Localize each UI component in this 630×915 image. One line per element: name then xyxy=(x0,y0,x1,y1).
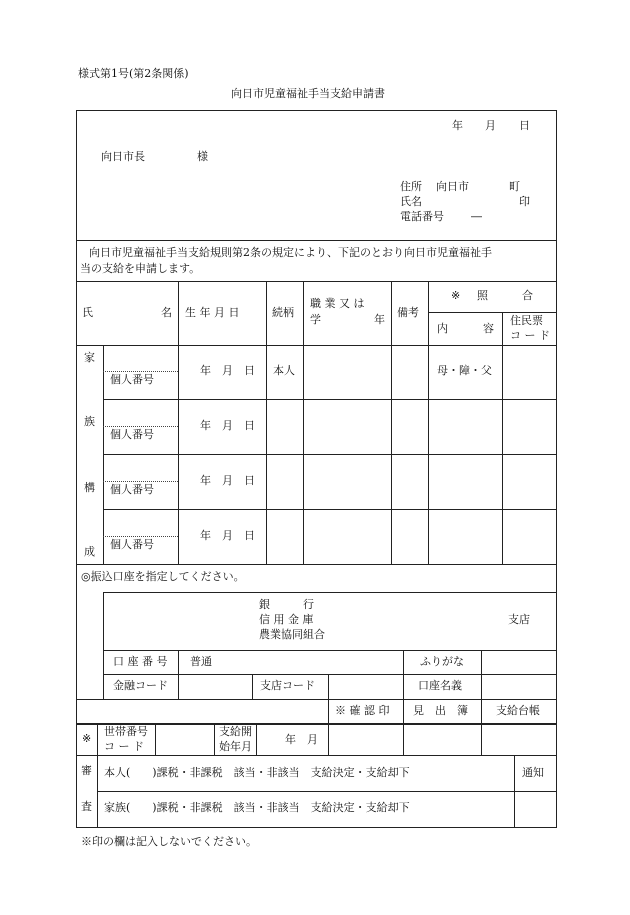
header-job-bottom-left: 学 xyxy=(310,313,321,326)
account-no-label: 口 座 番 号 xyxy=(113,655,168,668)
frame-top xyxy=(76,110,556,111)
date-month: 月 xyxy=(485,119,496,132)
row3-birth: 年 月 日 xyxy=(200,474,255,487)
header-content-b: 容 xyxy=(483,322,494,335)
ledger-label: 支給台帳 xyxy=(496,704,540,717)
header-remarks: 備考 xyxy=(397,306,419,319)
start-bottom: 始年月 xyxy=(219,740,252,753)
address-city: 向日市 xyxy=(436,180,469,193)
fin-code-label: 金融コード xyxy=(113,679,168,692)
row4-id-label: 個人番号 xyxy=(110,538,154,551)
header-job-top: 職 業 又 は xyxy=(310,297,365,310)
addressee-honorific: 様 xyxy=(197,150,208,163)
heading-label: 見 出 簿 xyxy=(413,704,468,717)
header-job-bottom-right: 年 xyxy=(374,313,385,326)
review-label-bottom: 査 xyxy=(81,800,92,813)
agri-label: 農業協同組合 xyxy=(259,628,325,641)
address-label: 住所 xyxy=(400,180,422,193)
side-label-4: 成 xyxy=(84,545,95,558)
side-label-1: 家 xyxy=(84,351,95,364)
header-check-mark: ※ xyxy=(451,289,461,302)
side-label-3: 構 xyxy=(84,481,95,494)
address-town: 町 xyxy=(509,180,520,193)
notify-label: 通知 xyxy=(522,766,544,779)
header-content-a: 内 xyxy=(437,322,448,335)
footer-note: ※印の欄は記入しないでください。 xyxy=(81,835,257,848)
statement-line-2: 当の支給を申請します。 xyxy=(80,262,201,275)
branch-label: 支店 xyxy=(508,613,530,626)
form-number: 様式第1号(第2条関係) xyxy=(78,67,189,80)
year-month: 年 月 xyxy=(285,733,318,746)
addressee-name: 向日市長 xyxy=(101,150,145,163)
row1-relation: 本人 xyxy=(273,364,295,377)
bank-note: ◎振込口座を指定してください。 xyxy=(81,570,245,583)
row1-birth: 年 月 日 xyxy=(200,364,255,377)
phone-dash: ― xyxy=(471,210,482,223)
page-title: 向日市児童福祉手当支給申請書 xyxy=(231,87,385,100)
header-resident-code-bottom: コ ー ド xyxy=(510,329,550,342)
row2-id-label: 個人番号 xyxy=(110,428,154,441)
frame-bottom xyxy=(76,827,557,828)
review-label-top: 審 xyxy=(81,764,92,777)
row2-birth: 年 月 日 xyxy=(200,419,255,432)
header-birth: 生 年 月 日 xyxy=(185,306,240,319)
frame-right xyxy=(556,110,557,827)
kana-label: ふりがな xyxy=(420,655,464,668)
side-label-2: 族 xyxy=(84,415,95,428)
statement-line-1: 向日市児童福祉手当支給規則第2条の規定により、下記のとおり向日市児童福祉手 xyxy=(89,246,492,259)
account-type: 普通 xyxy=(190,655,212,668)
office-mark: ※ xyxy=(82,732,92,745)
date-year: 年 xyxy=(452,119,463,132)
seal-mark: 印 xyxy=(519,195,530,208)
date-day: 日 xyxy=(519,119,530,132)
household-top: 世帯番号 xyxy=(104,725,148,738)
confirm-label: ※ 確 認 印 xyxy=(335,704,390,717)
phone-label: 電話番号 xyxy=(400,210,444,223)
row4-birth: 年 月 日 xyxy=(200,529,255,542)
bank-label: 銀 行 xyxy=(259,598,314,611)
row1-content: 母・障・父 xyxy=(437,364,492,377)
header-check-a: 照 xyxy=(477,289,488,302)
review-family-line: 家族( )課税・非課税 該当・非該当 支給決定・支給却下 xyxy=(104,801,410,814)
start-top: 支給開 xyxy=(219,725,252,738)
frame-left xyxy=(76,110,77,827)
header-name-left: 氏 xyxy=(82,306,93,319)
header-relation: 続柄 xyxy=(272,306,294,319)
header-resident-code-top: 住民票 xyxy=(510,314,543,327)
branch-code-label: 支店コード xyxy=(260,679,315,692)
header-name-right: 名 xyxy=(161,306,172,319)
review-self-line: 本人( )課税・非課税 該当・非該当 支給決定・支給却下 xyxy=(104,766,410,779)
holder-label: 口座名義 xyxy=(418,679,462,692)
row3-id-label: 個人番号 xyxy=(110,483,154,496)
header-check-b: 合 xyxy=(522,289,533,302)
credit-label: 信 用 金 庫 xyxy=(259,613,314,626)
row1-id-label: 個人番号 xyxy=(110,373,154,386)
name-label: 氏名 xyxy=(400,195,422,208)
household-bottom: コ ー ド xyxy=(104,740,144,753)
